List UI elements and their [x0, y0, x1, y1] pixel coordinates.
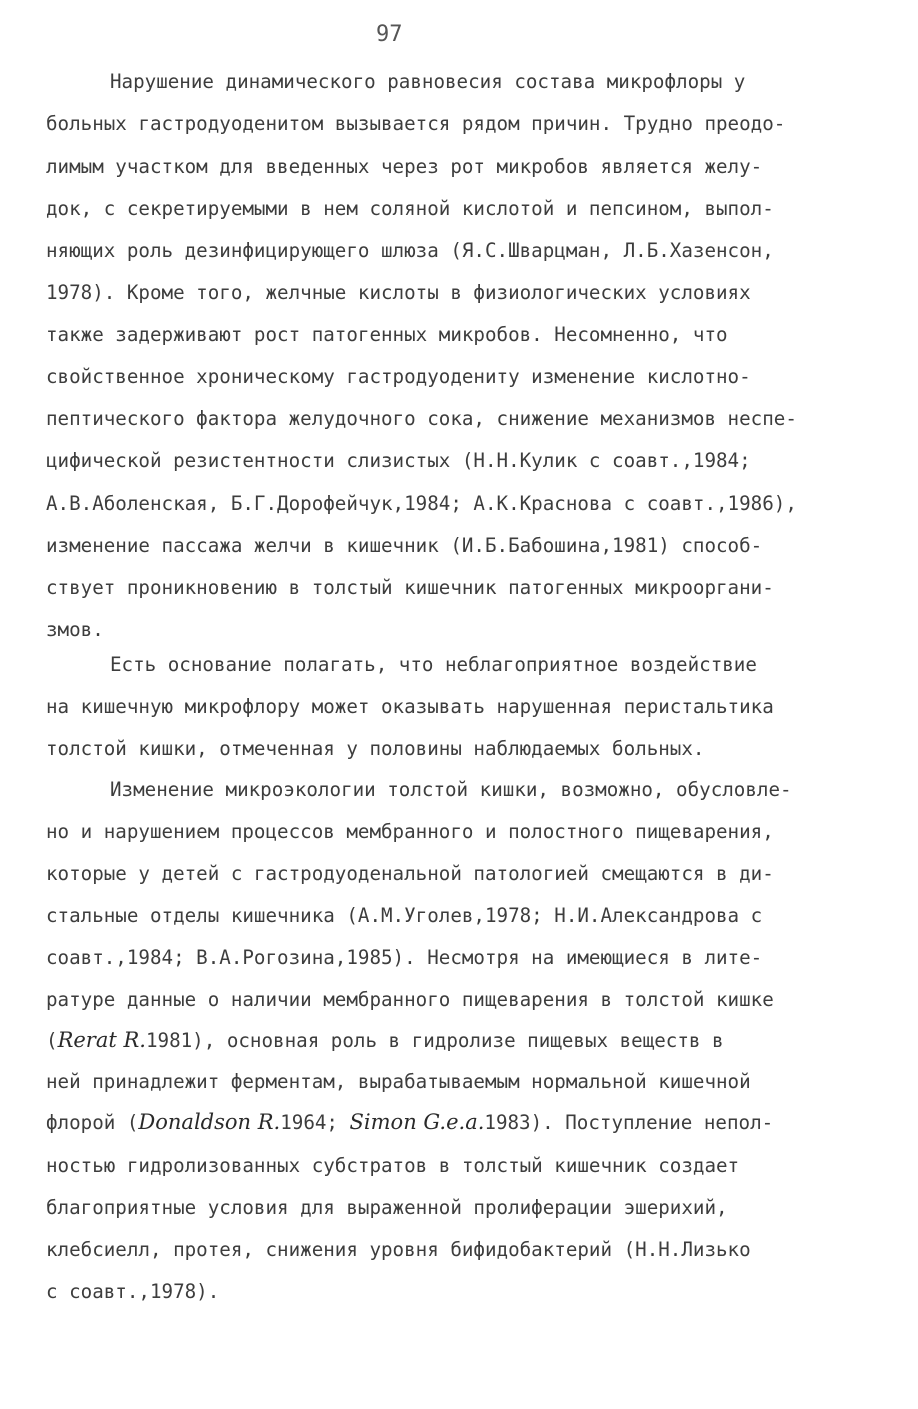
- text-line: больных гастродуоденитом вызывается рядом причин. Трудно преодо-: [46, 112, 786, 135]
- text-line: которые у детей с гастродуоденальной патологией смещаются в ди-: [46, 862, 774, 885]
- text-line: ней принадлежит ферментам, вырабатываемым нормальной кишечной: [46, 1070, 751, 1093]
- page-number: 97: [376, 22, 403, 47]
- text-line: также задерживают рост патогенных микробов. Несомненно, что: [46, 323, 728, 346]
- text-fragment: 1983). Поступление непол-: [484, 1111, 774, 1134]
- handwritten-citation: Donaldson R.: [138, 1110, 281, 1134]
- text-line: А.В.Аболенская, Б.Г.Дорофейчук,1984; А.К.Краснова с соавт.,1986),: [46, 492, 797, 515]
- text-line: Есть основание полагать, что неблагоприятное воздействие: [110, 653, 757, 676]
- text-fragment: 1964;: [280, 1111, 350, 1134]
- text-line: соавт.,1984; В.А.Рогозина,1985). Несмотря на имеющиеся в лите-: [46, 946, 763, 969]
- text-line: благоприятные условия для выраженной пролиферации эшерихий,: [46, 1196, 728, 1219]
- text-line: клебсиелл, протея, снижения уровня бифидобактерий (Н.Н.Лизько: [46, 1238, 751, 1261]
- text-line: пептического фактора желудочного сока, снижение механизмов неспе-: [46, 407, 797, 430]
- text-line: ратуре данные о наличии мембранного пищеварения в толстой кишке: [46, 988, 774, 1011]
- text-line: ствует проникновению в толстый кишечник патогенных микрооргани-: [46, 576, 774, 599]
- text-line: толстой кишки, отмеченная у половины наблюдаемых больных.: [46, 737, 705, 760]
- text-line: док, с секретируемыми в нем соляной кислотой и пепсином, выпол-: [46, 197, 774, 220]
- text-line: змов.: [46, 618, 104, 641]
- handwritten-citation: Simon G.e.a.: [349, 1110, 485, 1134]
- text-line: няющих роль дезинфицирующего шлюза (Я.С.Шварцман, Л.Б.Хазенсон,: [46, 239, 774, 262]
- handwritten-citation: Rerat R.: [57, 1028, 146, 1052]
- text-line: стальные отделы кишечника (А.М.Уголев,1978; Н.И.Александрова с: [46, 904, 763, 927]
- text-line: Изменение микроэкологии толстой кишки, возможно, обусловле-: [110, 778, 792, 801]
- text-line: лимым участком для введенных через рот микробов является желу-: [46, 155, 763, 178]
- text-line: с соавт.,1978).: [46, 1280, 220, 1303]
- text-fragment: (: [46, 1029, 58, 1052]
- text-line: свойственное хроническому гастродуодениту изменение кислотно-: [46, 365, 751, 388]
- text-line: 1978). Кроме того, желчные кислоты в физиологических условиях: [46, 281, 751, 304]
- text-line: на кишечную микрофлору может оказывать нарушенная перистальтика: [46, 695, 774, 718]
- text-line: Нарушение динамического равновесия состава микрофлоры у: [110, 70, 746, 93]
- text-fragment: 1981), основная роль в гидролизе пищевых веществ в: [145, 1029, 724, 1052]
- text-line: ностью гидролизованных субстратов в толстый кишечник создает: [46, 1154, 740, 1177]
- text-line: [46, 1030, 724, 1051]
- text-line: изменение пассажа желчи в кишечник (И.Б.Бабошина,1981) способ-: [46, 534, 763, 557]
- text-line: [46, 1112, 773, 1133]
- text-line: но и нарушением процессов мембранного и полостного пищеварения,: [46, 820, 774, 843]
- text-fragment: флорой (: [46, 1111, 139, 1134]
- text-line: цифической резистентности слизистых (Н.Н.Кулик с соавт.,1984;: [46, 449, 751, 472]
